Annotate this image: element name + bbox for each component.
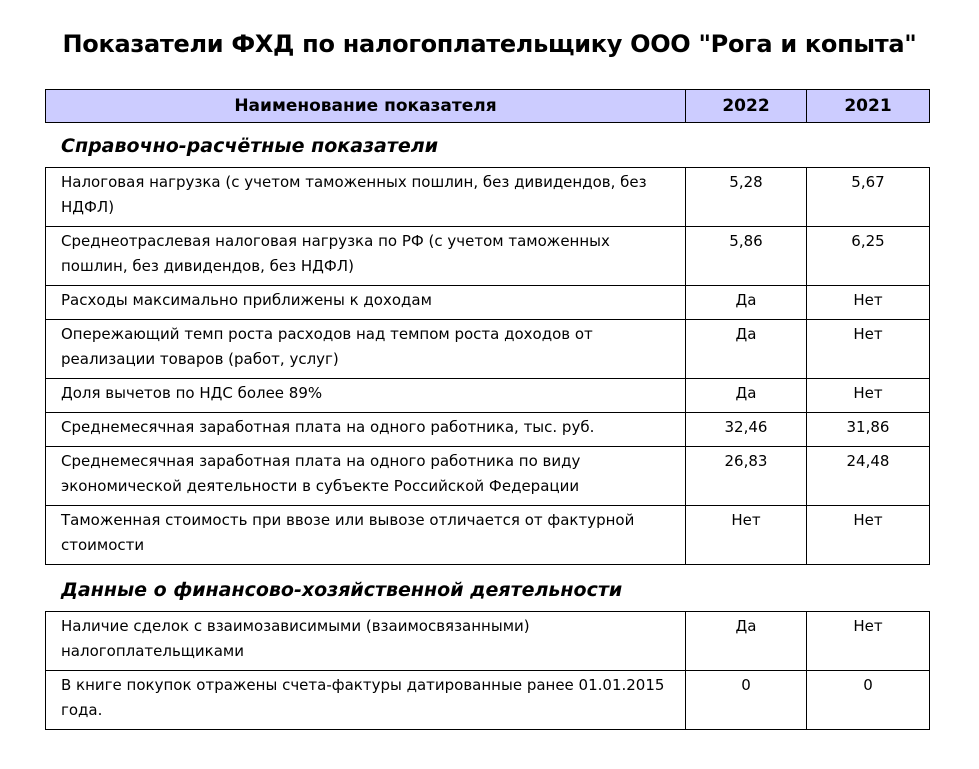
row-name: Среднемесячная заработная плата на одного работника, тыс. руб. [46,413,686,447]
row-name: Расходы максимально приближены к доходам [46,286,686,320]
row-value-2022: Да [686,320,807,379]
table-reference-indicators [45,167,930,565]
row-value-2021: 5,67 [807,168,930,227]
section-title-reference: Справочно-расчётные показатели [61,135,439,157]
row-value-2022: 32,46 [686,413,807,447]
header-row [46,90,930,123]
row-value-2021: Нет [807,286,930,320]
row-value-2022: Да [686,612,807,671]
row-value-2021: 6,25 [807,227,930,286]
row-name: Среднеотраслевая налоговая нагрузка по РФ (с учетом таможенных пошлин, без дивидендов, без НДФЛ) [46,227,686,286]
table-header [45,89,930,123]
table-row [46,227,930,286]
row-value-2021: Нет [807,379,930,413]
row-name: Опережающий темп роста расходов над темпом роста доходов от реализации товаров (работ, услуг) [46,320,686,379]
table-row [46,506,930,565]
row-value-2022: 5,28 [686,168,807,227]
row-value-2021: 24,48 [807,447,930,506]
table-row [46,671,930,730]
table-row [46,379,930,413]
header-name-column: Наименование показателя [46,90,686,123]
row-name: В книге покупок отражены счета-фактуры датированные ранее 01.01.2015 года. [46,671,686,730]
table-row [46,447,930,506]
row-name: Таможенная стоимость при ввозе или вывозе отличается от фактурной стоимости [46,506,686,565]
row-value-2022: Нет [686,506,807,565]
row-value-2022: Да [686,379,807,413]
table-row [46,612,930,671]
table-row [46,413,930,447]
row-value-2022: 26,83 [686,447,807,506]
row-name: Доля вычетов по НДС более 89% [46,379,686,413]
row-value-2021: 0 [807,671,930,730]
row-name: Налоговая нагрузка (с учетом таможенных пошлин, без дивидендов, без НДФЛ) [46,168,686,227]
row-value-2021: 31,86 [807,413,930,447]
row-value-2021: Нет [807,320,930,379]
page-title: Показатели ФХД по налогоплательщику ООО "Рога и копыта" [62,30,917,58]
row-name: Наличие сделок с взаимозависимыми (взаимосвязанными) налогоплательщиками [46,612,686,671]
header-year-2022: 2022 [686,90,807,123]
table-financial-data [45,611,930,730]
header-year-2021: 2021 [807,90,930,123]
row-value-2022: 0 [686,671,807,730]
row-value-2022: Да [686,286,807,320]
section-title-financial: Данные о финансово-хозяйственной деятельности [61,579,623,601]
table-row [46,168,930,227]
table-row [46,320,930,379]
row-value-2021: Нет [807,506,930,565]
row-value-2021: Нет [807,612,930,671]
row-name: Среднемесячная заработная плата на одного работника по виду экономической деятельности в субъекте Российской Федерации [46,447,686,506]
table-row [46,286,930,320]
row-value-2022: 5,86 [686,227,807,286]
